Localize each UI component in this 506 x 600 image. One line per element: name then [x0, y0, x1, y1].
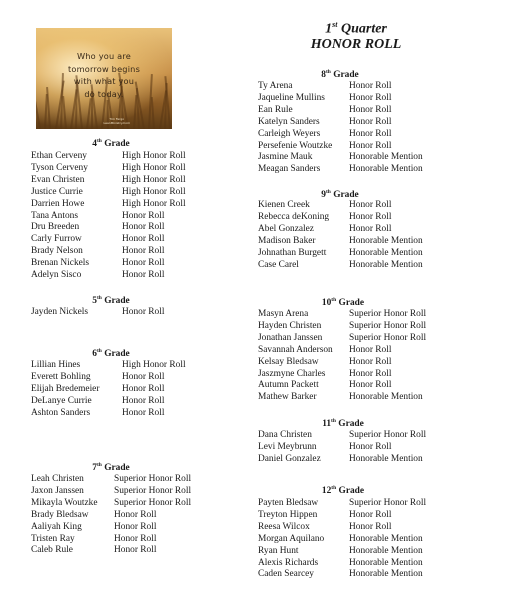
award-level: Honor Roll — [122, 246, 165, 257]
student-row — [258, 224, 459, 236]
award-level: High Honor Roll — [122, 151, 186, 161]
award-level: Honor Roll — [122, 395, 165, 406]
award-level: Honorable Mention — [349, 557, 423, 568]
award-level: Honor Roll — [349, 380, 392, 391]
award-level: Honor Roll — [349, 211, 392, 222]
student-row — [31, 187, 232, 199]
student-name: Persefenie Woutzke — [258, 140, 333, 151]
student-name: Adelyn Sisco — [31, 270, 82, 280]
student-row — [31, 408, 232, 420]
award-level: Honorable Mention — [349, 569, 423, 580]
student-row — [31, 545, 224, 557]
student-name: Dana Christen — [258, 430, 312, 440]
grade-suffix: th — [331, 485, 337, 491]
grade-number: 12 — [321, 486, 332, 497]
page-subtitle: HONOR ROLL — [310, 37, 402, 52]
award-level: Honor Roll — [114, 509, 157, 520]
wheat-stalk — [36, 101, 41, 129]
grade-suffix: th — [96, 138, 102, 144]
award-level: Honor Roll — [349, 92, 392, 103]
student-row — [258, 546, 459, 558]
student-name: Treyton Hippen — [258, 509, 318, 520]
grade-heading — [71, 295, 151, 306]
quarter-number: 1 — [325, 21, 333, 37]
student-name: Jaqueline Mullins — [258, 92, 325, 103]
student-row — [258, 105, 459, 117]
student-row — [258, 236, 459, 248]
grade-word: Grade — [104, 463, 130, 474]
grade-suffix: th — [325, 69, 331, 75]
student-row — [31, 360, 232, 372]
grade-suffix: th — [96, 295, 102, 301]
student-name: Dru Breeden — [31, 222, 80, 233]
student-name: Ryan Hunt — [258, 545, 299, 556]
student-name: Meagan Sanders — [258, 164, 321, 175]
award-level: Honor Roll — [349, 104, 392, 115]
student-row — [258, 510, 459, 522]
student-name: Tana Antons — [31, 210, 78, 221]
student-name: Katelyn Sanders — [258, 116, 320, 127]
student-name: Carleigh Weyers — [258, 128, 321, 139]
award-level: Honor Roll — [349, 200, 392, 210]
student-name: Mathew Barker — [258, 392, 317, 403]
quote-source: LeanMinistry.Com — [103, 121, 130, 125]
student-name: Justice Currie — [31, 186, 83, 197]
student-row — [258, 333, 459, 345]
quarter-suffix: st — [332, 20, 338, 29]
student-row — [258, 534, 459, 546]
grade-heading — [71, 138, 151, 149]
award-level: Honor Roll — [122, 371, 165, 382]
grade-number: 9 — [321, 190, 326, 201]
grade-word: Grade — [333, 190, 359, 201]
student-name: DeLanye Currie — [31, 395, 92, 406]
quote-line: Who you are — [77, 51, 131, 61]
grade-word: Grade — [338, 486, 365, 497]
grade-suffix: th — [331, 418, 336, 424]
grade-word: Grade — [338, 298, 365, 309]
award-level: Honor Roll — [122, 270, 165, 280]
grade-word: Grade — [104, 296, 130, 307]
student-row — [31, 270, 232, 282]
award-level: Honor Roll — [122, 383, 165, 394]
grade-word: Grade — [333, 70, 359, 81]
award-level: Honor Roll — [122, 258, 165, 269]
award-level: Honor Roll — [114, 521, 157, 532]
grade-suffix: th — [331, 297, 337, 303]
student-row — [258, 81, 459, 93]
student-row — [258, 430, 459, 442]
student-name: Jonathan Janssen — [258, 332, 323, 343]
award-level: Honor Roll — [349, 81, 392, 91]
student-name: Ethan Cerveny — [31, 151, 87, 161]
award-level: Honor Roll — [114, 533, 157, 544]
award-level: High Honor Roll — [122, 360, 186, 370]
student-row — [258, 369, 459, 381]
student-row — [258, 392, 459, 404]
award-level: Honorable Mention — [349, 392, 423, 403]
grade-suffix: th — [96, 462, 102, 468]
student-name: Johnathan Burgett — [258, 247, 327, 258]
student-name: Tristen Ray — [31, 533, 75, 544]
award-level: Superior Honor Roll — [349, 430, 427, 440]
award-level: Honorable Mention — [349, 152, 423, 163]
student-name: Savannah Anderson — [258, 344, 333, 355]
student-name: Caleb Rule — [31, 545, 73, 556]
award-level: Honor Roll — [349, 521, 392, 532]
grade-number: 8 — [321, 70, 326, 81]
grade-suffix: th — [96, 348, 102, 354]
student-row — [31, 234, 232, 246]
award-level: Superior Honor Roll — [114, 497, 192, 508]
student-row — [31, 510, 224, 522]
student-row — [31, 534, 224, 546]
student-name: Daniel Gonzalez — [258, 453, 321, 464]
student-row — [31, 307, 232, 319]
award-level: Honor Roll — [349, 344, 392, 355]
student-row — [31, 246, 232, 258]
quote-author: Tim Fargo — [109, 117, 125, 121]
quote-line: with what you — [73, 76, 135, 86]
grade-word: Grade — [104, 139, 130, 150]
award-level: Honorable Mention — [349, 235, 423, 246]
grade-number: 10 — [321, 298, 332, 309]
student-row — [31, 175, 232, 187]
student-row — [31, 486, 224, 498]
student-name: Carly Furrow — [31, 234, 82, 245]
quarter-word: Quarter — [340, 21, 387, 37]
student-name: Aaliyah King — [31, 521, 82, 532]
student-name: Jayden Nickels — [31, 307, 89, 317]
grade-number: 11 — [322, 419, 332, 430]
award-level: Honorable Mention — [349, 533, 423, 544]
student-row — [258, 152, 459, 164]
student-row — [31, 222, 232, 234]
student-row — [31, 151, 232, 163]
student-name: Jasmine Mauk — [258, 152, 313, 163]
wheat-stalk — [151, 97, 155, 129]
student-name: Caden Searcey — [258, 569, 314, 580]
student-row — [31, 522, 224, 534]
grade-heading — [300, 189, 380, 200]
award-level: Honor Roll — [349, 116, 392, 127]
student-row — [258, 141, 459, 153]
student-row — [31, 396, 232, 408]
student-row — [31, 372, 232, 384]
grade-heading — [303, 485, 383, 496]
award-level: Superior Honor Roll — [349, 332, 427, 343]
quote-line: do today. — [84, 88, 124, 99]
student-name: Lillian Hines — [31, 360, 81, 370]
student-name: Elijah Bredemeier — [31, 383, 100, 394]
award-level: Superior Honor Roll — [349, 498, 427, 508]
grade-heading — [303, 297, 383, 308]
quote-banner-image — [36, 28, 172, 129]
student-row — [258, 164, 459, 176]
grade-word: Grade — [104, 349, 130, 360]
student-row — [258, 117, 459, 129]
quote-text — [44, 50, 164, 100]
student-row — [258, 260, 459, 272]
student-row — [258, 345, 459, 357]
student-row — [31, 384, 232, 396]
student-row — [258, 558, 459, 570]
student-row — [31, 498, 224, 510]
student-name: Kienen Creek — [258, 200, 310, 210]
award-level: High Honor Roll — [122, 162, 186, 173]
student-name: Abel Gonzalez — [258, 223, 314, 234]
student-name: Brady Bledsaw — [31, 509, 89, 520]
award-level: Honor Roll — [349, 128, 392, 139]
student-name: Morgan Aquilano — [258, 533, 325, 544]
grade-heading — [71, 462, 151, 473]
grade-word: Grade — [338, 419, 364, 430]
student-row — [258, 321, 459, 333]
student-name: Ean Rule — [258, 104, 293, 115]
grade-number: 6 — [92, 349, 97, 360]
award-level: Honor Roll — [349, 441, 392, 452]
student-name: Hayden Christen — [258, 320, 322, 331]
student-row — [258, 248, 459, 260]
student-row — [258, 129, 459, 141]
student-row — [258, 454, 459, 466]
award-level: High Honor Roll — [122, 174, 186, 185]
student-name: Jaxon Janssen — [31, 485, 84, 496]
grade-number: 5 — [92, 296, 97, 307]
award-level: Honor Roll — [114, 545, 157, 556]
award-level: Honor Roll — [122, 222, 165, 233]
student-row — [258, 380, 459, 392]
award-level: Honor Roll — [122, 307, 165, 317]
award-level: Superior Honor Roll — [114, 485, 192, 496]
student-row — [31, 163, 232, 175]
award-level: Honor Roll — [122, 407, 165, 418]
student-row — [31, 211, 232, 223]
grade-suffix: th — [325, 189, 331, 195]
award-level: Honor Roll — [349, 223, 392, 234]
award-level: Honor Roll — [349, 368, 392, 379]
student-row — [258, 212, 459, 224]
grade-heading — [300, 69, 380, 80]
student-row — [258, 357, 459, 369]
award-level: Honorable Mention — [349, 247, 423, 258]
student-name: Payten Bledsaw — [258, 498, 319, 508]
student-row — [31, 199, 232, 211]
student-name: Reesa Wilcox — [258, 521, 310, 532]
quote-line: tomorrow begins — [67, 63, 141, 74]
student-name: Mikayla Woutzke — [31, 497, 98, 508]
grade-number: 4 — [92, 139, 97, 150]
student-name: Levi Meybrunn — [258, 441, 317, 452]
student-name: Leah Christen — [31, 474, 84, 484]
student-name: Alexis Richards — [258, 557, 319, 568]
student-name: Masyn Arena — [258, 309, 309, 319]
award-level: Superior Honor Roll — [349, 320, 427, 331]
page-title — [260, 20, 452, 38]
award-level: Honorable Mention — [349, 545, 423, 556]
award-level: Honor Roll — [349, 356, 392, 367]
student-row — [258, 93, 459, 105]
student-name: Ty Arena — [258, 81, 293, 91]
award-level: High Honor Roll — [122, 198, 186, 209]
student-name: Jaszmyne Charles — [258, 368, 326, 379]
award-level: Honorable Mention — [349, 259, 423, 270]
award-level: Honor Roll — [122, 210, 165, 221]
award-level: Honor Roll — [349, 509, 392, 520]
student-name: Evan Christen — [31, 174, 85, 185]
award-level: High Honor Roll — [122, 186, 186, 197]
grade-number: 7 — [92, 463, 97, 474]
quote-credit — [104, 117, 131, 125]
student-row — [258, 200, 459, 212]
student-row — [258, 569, 459, 581]
award-level: Honorable Mention — [349, 453, 423, 464]
student-row — [258, 442, 459, 454]
student-name: Madison Baker — [258, 235, 316, 246]
grade-heading — [71, 348, 151, 359]
student-name: Darrien Howe — [31, 198, 85, 209]
student-row — [31, 258, 232, 270]
student-row — [258, 309, 459, 321]
grade-heading — [303, 418, 383, 429]
wheat-stalk — [62, 96, 67, 129]
student-name: Ashton Sanders — [31, 407, 91, 418]
student-name: Autumn Packett — [258, 380, 319, 391]
student-name: Kelsay Bledsaw — [258, 356, 319, 367]
award-level: Honor Roll — [349, 140, 392, 151]
award-level: Honorable Mention — [349, 164, 423, 175]
student-row — [258, 522, 459, 534]
award-level: Superior Honor Roll — [114, 474, 192, 484]
award-level: Honor Roll — [122, 234, 165, 245]
award-level: Superior Honor Roll — [349, 309, 427, 319]
student-row — [31, 474, 224, 486]
student-name: Brenan Nickels — [31, 258, 90, 269]
student-name: Rebecca deKoning — [258, 211, 330, 222]
student-name: Everett Bohling — [31, 371, 91, 382]
student-name: Tyson Cerveny — [31, 162, 88, 173]
student-row — [258, 498, 459, 510]
student-name: Case Carel — [258, 259, 299, 270]
student-name: Brady Nelson — [31, 246, 83, 257]
